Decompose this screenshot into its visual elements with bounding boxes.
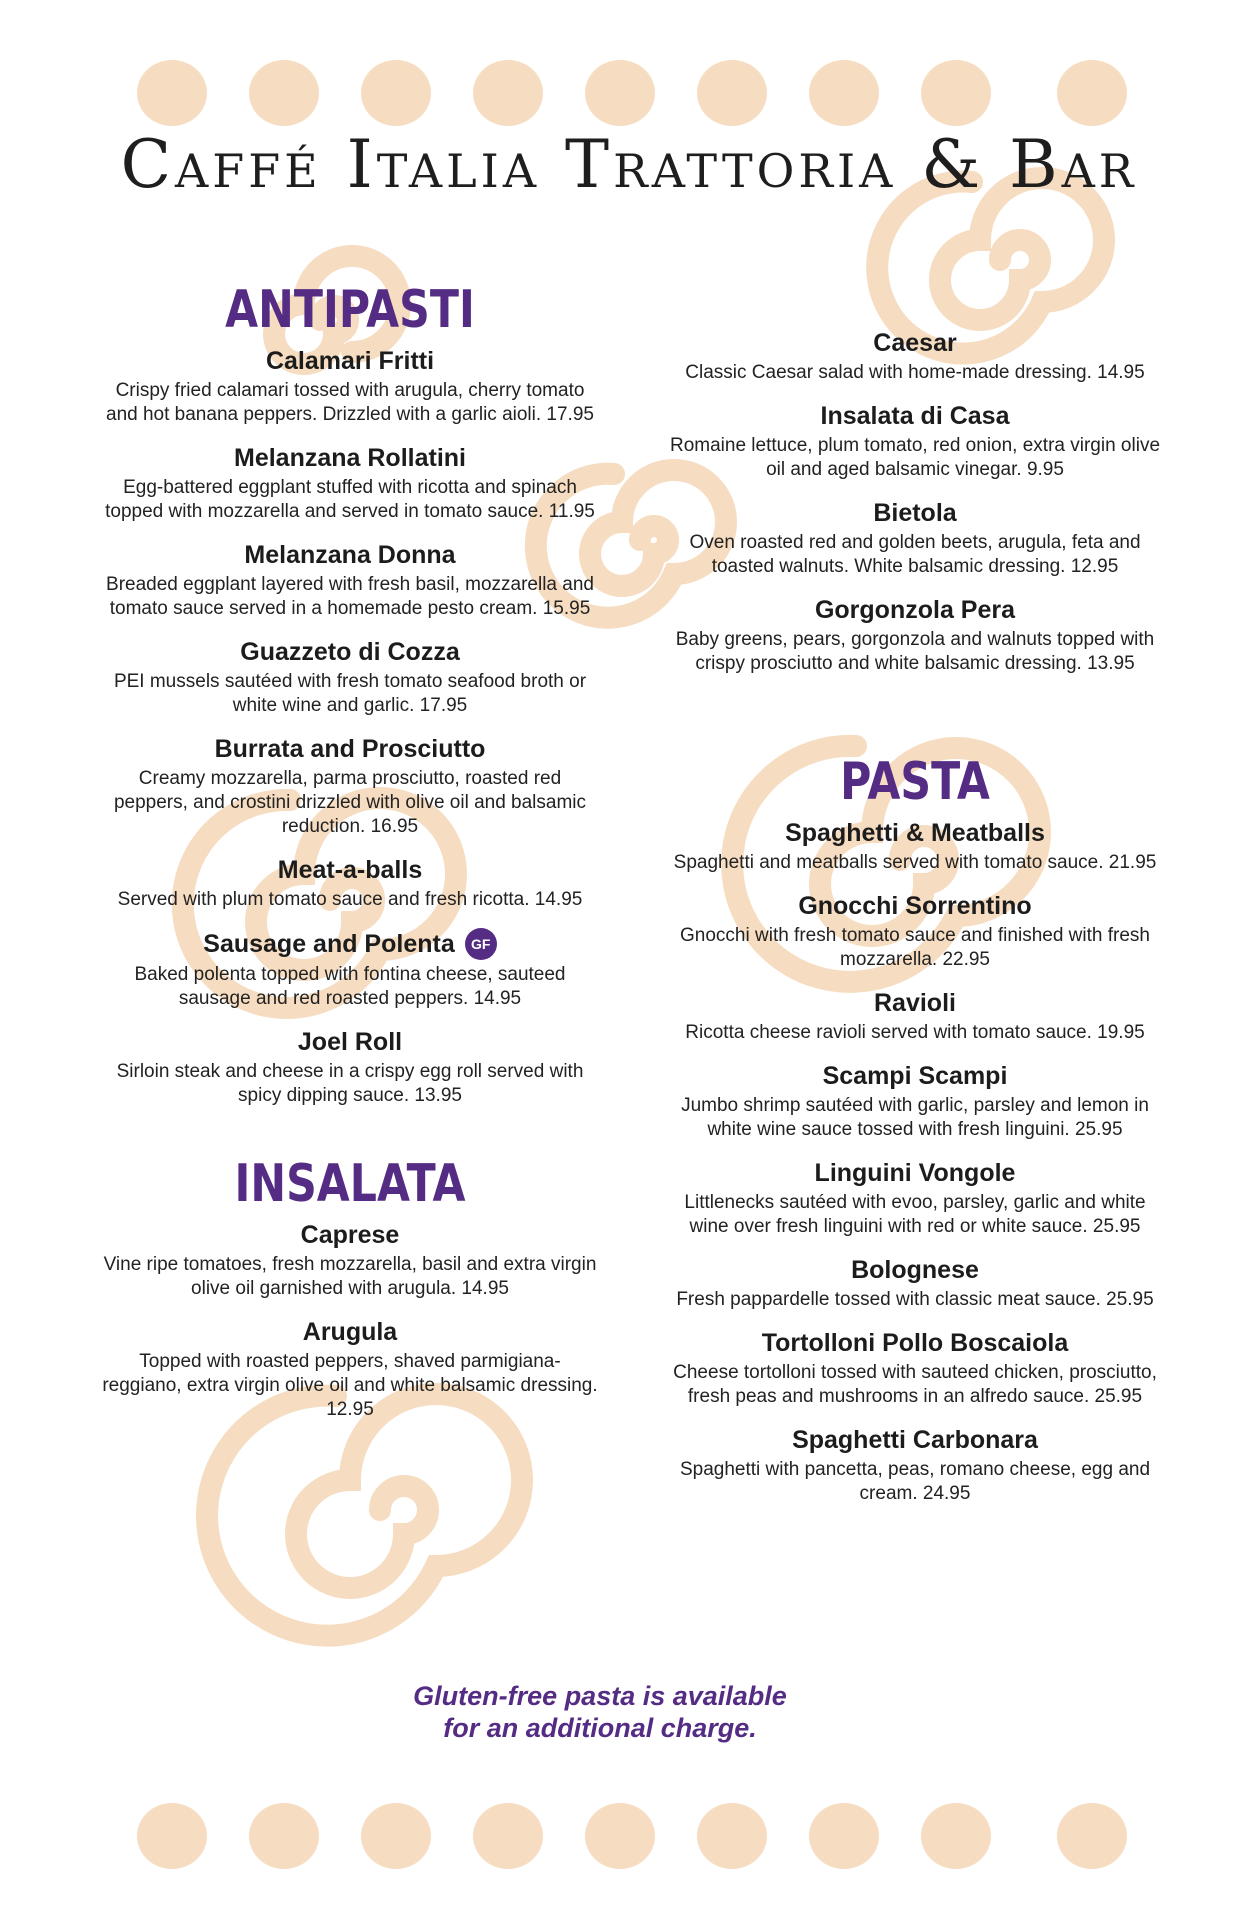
item-name: Bolognese [851, 1256, 979, 1284]
item-description: Gnocchi with fresh tomato sauce and finished with fresh mozzarella. 22.95 [680, 925, 1150, 970]
item-description: Topped with roasted peppers, shaved parmigiana-reggiano, extra virgin olive oil and white balsamic dressing. 12.95 [102, 1351, 598, 1420]
menu-item [660, 1255, 1170, 1312]
item-name: Caesar [873, 329, 957, 357]
item-description: Vine ripe tomatoes, fresh mozzarella, basil and extra virgin olive oil garnished with arugula. 14.95 [103, 1254, 597, 1299]
item-description: Fresh pappardelle tossed with classic meat sauce. 25.95 [676, 1289, 1154, 1310]
item-description: Littlenecks sautéed with evoo, parsley, garlic and white wine over fresh linguini with red or white sauce. 25.95 [684, 1192, 1146, 1237]
item-name: Gnocchi Sorrentino [798, 892, 1032, 920]
item-name: Linguini Vongole [814, 1159, 1016, 1187]
item-description: Egg-battered eggplant stuffed with ricotta and spinach topped with mozzarella and served in tomato sauce. 11.95 [105, 477, 595, 522]
restaurant-title: Caffé Italia Trattoria & Bar [120, 126, 1138, 203]
menu-item [660, 498, 1170, 579]
item-description: Served with plum tomato sauce and fresh ricotta. 14.95 [117, 889, 583, 910]
pasta-heading: PASTA [840, 752, 990, 812]
item-description: Classic Caesar salad with home-made dressing. 14.95 [685, 362, 1145, 383]
item-name: Sausage and Polenta GF [203, 928, 496, 960]
item-name: Scampi Scampi [822, 1062, 1008, 1090]
left-column [90, 280, 610, 1438]
menu-item [660, 1061, 1170, 1142]
menu-item [660, 595, 1170, 676]
item-name: Burrata and Prosciutto [214, 735, 486, 763]
menu-item [90, 1317, 610, 1422]
menu-item [660, 328, 1170, 385]
insalata-heading: INSALATA [234, 1154, 466, 1214]
item-name: Caprese [300, 1221, 400, 1249]
item-name: Melanzana Donna [244, 541, 456, 569]
gluten-free-note-line2: for an additional charge. [443, 1713, 757, 1743]
item-description: Spaghetti with pancetta, peas, romano cheese, egg and cream. 24.95 [679, 1459, 1151, 1504]
item-description: Breaded eggplant layered with fresh basil, mozzarella and tomato sauce served in a homemade pesto cream. 15.95 [106, 574, 594, 619]
menu-item [90, 346, 610, 427]
item-description: Jumbo shrimp sautéed with garlic, parsley and lemon in white wine sauce tossed with fresh linguini. 25.95 [681, 1095, 1149, 1140]
gluten-free-note [0, 1680, 1200, 1744]
item-name: Guazzeto di Cozza [240, 638, 460, 666]
item-name: Joel Roll [297, 1028, 403, 1056]
item-name: Calamari Fritti [265, 347, 435, 375]
right-column [660, 328, 1170, 1522]
item-description: Baby greens, pears, gorgonzola and walnuts topped with crispy prosciutto and white balsamic dressing. 13.95 [675, 629, 1155, 674]
menu-item [660, 1425, 1170, 1506]
item-name: Bietola [873, 499, 957, 527]
item-description: Oven roasted red and golden beets, arugula, feta and toasted walnuts. White balsamic dressing. 12.95 [689, 532, 1141, 577]
menu-item [660, 1158, 1170, 1239]
bottom-dots [137, 1803, 1127, 1869]
item-description: Ricotta cheese ravioli served with tomato sauce. 19.95 [685, 1022, 1145, 1043]
menu-item [90, 637, 610, 718]
item-name: Arugula [302, 1318, 398, 1346]
item-description: PEI mussels sautéed with fresh tomato seafood broth or white wine and garlic. 17.95 [113, 671, 587, 716]
item-description: Romaine lettuce, plum tomato, red onion, extra virgin olive oil and aged balsamic vinegar. 9.95 [669, 435, 1161, 480]
item-description: Crispy fried calamari tossed with arugula, cherry tomato and hot banana peppers. Drizzled with a garlic aioli. 17.95 [106, 380, 594, 425]
menu-item [90, 443, 610, 524]
antipasti-heading: ANTIPASTI [225, 280, 475, 340]
menu-item [660, 1328, 1170, 1409]
gluten-free-note-line1: Gluten-free pasta is available [413, 1681, 787, 1711]
menu-item [660, 988, 1170, 1045]
menu-item [90, 1027, 610, 1108]
menu-item [90, 540, 610, 621]
item-description: Spaghetti and meatballs served with tomato sauce. 21.95 [673, 852, 1157, 873]
item-name: Melanzana Rollatini [234, 444, 466, 472]
item-description: Creamy mozzarella, parma prosciutto, roasted red peppers, and crostini drizzled with olive oil and balsamic reduction. 16.95 [113, 768, 587, 837]
item-name: Gorgonzola Pera [814, 596, 1016, 624]
item-description: Baked polenta topped with fontina cheese, sauteed sausage and red roasted peppers. 14.95 [134, 964, 566, 1009]
item-name: Insalata di Casa [820, 402, 1010, 430]
item-name: Meat-a-balls [277, 856, 423, 884]
menu-item [90, 928, 610, 1011]
menu-item [660, 891, 1170, 972]
menu-item [660, 401, 1170, 482]
menu-item [90, 855, 610, 912]
item-name: Tortolloni Pollo Boscaiola [761, 1329, 1069, 1357]
item-name: Spaghetti & Meatballs [785, 819, 1045, 847]
top-dots [137, 60, 1127, 126]
item-description: Sirloin steak and cheese in a crispy egg roll served with spicy dipping sauce. 13.95 [116, 1061, 584, 1106]
menu-item [90, 734, 610, 839]
item-name: Spaghetti Carbonara [792, 1426, 1038, 1454]
menu-item [90, 1220, 610, 1301]
item-name: Ravioli [874, 989, 956, 1017]
gluten-free-badge: GF [465, 928, 497, 960]
item-description: Cheese tortolloni tossed with sauteed chicken, prosciutto, fresh peas and mushrooms in an alfredo sauce. 25.95 [673, 1362, 1157, 1407]
menu-item [660, 818, 1170, 875]
